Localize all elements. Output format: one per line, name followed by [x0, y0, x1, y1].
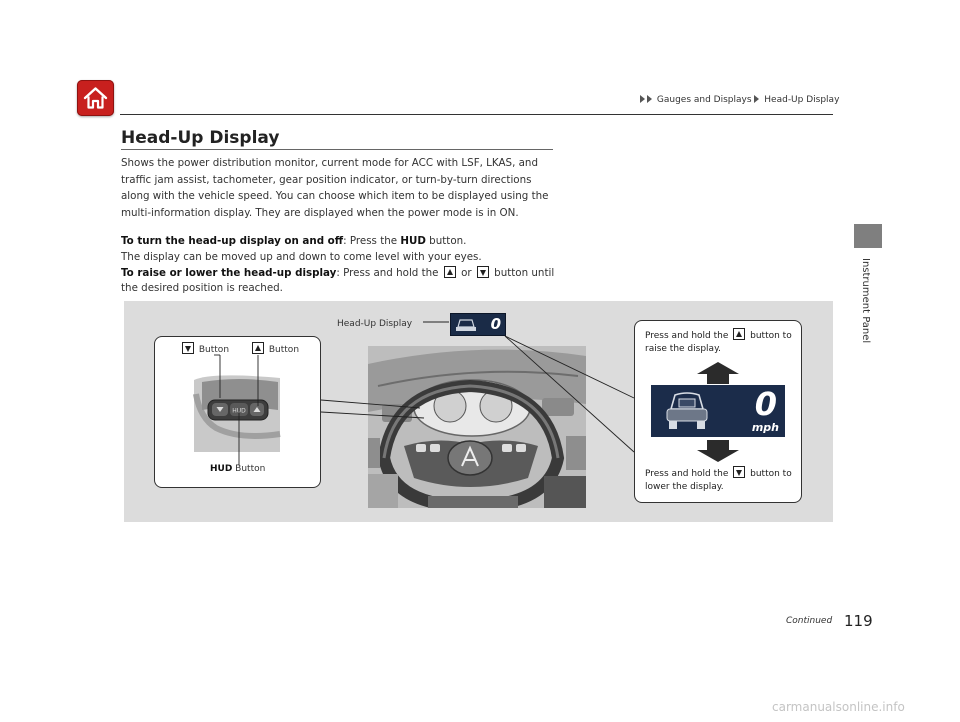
hud-speed-value: 0	[754, 385, 777, 423]
hud-button-bold: HUD	[210, 464, 233, 474]
down-button-text: Button	[198, 345, 230, 355]
breadcrumb-item-gauges[interactable]: Gauges and Displays	[656, 95, 752, 105]
page-title: Head-Up Display	[121, 128, 280, 148]
hud-button-label	[210, 464, 265, 474]
home-button[interactable]	[77, 80, 114, 116]
raise-instruction-end: button to raise the display.	[645, 331, 792, 354]
raise-instruction-text: Press and hold the	[645, 331, 732, 341]
up-arrow-key-icon	[733, 328, 745, 340]
section-tab[interactable]	[854, 224, 882, 248]
breadcrumb-arrow-icon	[647, 95, 652, 103]
lower-instruction	[645, 466, 800, 493]
down-arrow-key-icon	[477, 266, 489, 278]
move-line: The display can be moved up and down to come level with your eyes.	[121, 250, 482, 263]
watermark: carmanualsonline.info	[772, 700, 905, 714]
up-arrow-key-icon	[444, 266, 456, 278]
continued-label: Continued	[786, 616, 833, 626]
breadcrumb-item-hud[interactable]: Head-Up Display	[764, 95, 840, 105]
hud-switch-closeup	[192, 374, 282, 454]
raise-arrow-icon	[697, 362, 739, 384]
lower-instruction-end: button to lower the display.	[645, 469, 792, 492]
car-rear-icon	[661, 389, 713, 433]
onoff-hud-label: HUD	[400, 235, 426, 247]
raise-line	[121, 266, 566, 298]
lower-arrow-icon	[697, 440, 739, 462]
raise-text-end: button until the desired position is reached.	[121, 266, 555, 295]
hud-thumb-speed: 0	[490, 315, 501, 333]
onoff-text-end: button.	[425, 235, 467, 247]
hud-display-label: Head-Up Display	[337, 319, 413, 329]
section-tab-text: Instrument Panel	[860, 258, 871, 344]
breadcrumb	[640, 95, 839, 105]
up-button-text: Button	[268, 345, 300, 355]
breadcrumb-arrow-icon	[640, 95, 645, 103]
hud-button-text: Button	[232, 464, 266, 474]
breadcrumb-arrow-icon	[754, 95, 759, 103]
raise-text: : Press and hold the	[336, 266, 442, 279]
hud-key-text: HUD	[232, 407, 246, 415]
down-arrow-key-icon	[733, 466, 745, 478]
car-icon	[454, 317, 478, 333]
raise-heading: To raise or lower the head-up display	[121, 266, 337, 279]
raise-instruction	[645, 328, 800, 355]
header-rule	[120, 114, 833, 115]
down-button-label	[180, 342, 229, 355]
page-number: 119	[844, 612, 873, 630]
dashboard-illustration	[368, 346, 586, 508]
hud-speed-unit: mph	[751, 421, 779, 434]
section-tab-label	[860, 258, 872, 378]
up-arrow-key-icon	[252, 342, 264, 354]
title-rule	[121, 149, 553, 150]
onoff-text: : Press the	[343, 235, 401, 247]
instructions	[121, 234, 566, 297]
onoff-line	[121, 234, 566, 250]
hud-display-preview	[651, 385, 785, 437]
up-button-label	[250, 342, 299, 355]
raise-or: or	[457, 266, 475, 279]
down-arrow-key-icon	[182, 342, 194, 354]
onoff-heading: To turn the head-up display on and off	[121, 235, 344, 247]
intro-paragraph: Shows the power distribution monitor, current mode for ACC with LSF, LKAS, and traffic jam assist, tachometer, gear position indicator, or turn-by-turn directions along with the vehicle speed. You can choose which item to be displayed using the multi-information display. They are displayed when the power mode is in ON.	[121, 157, 549, 219]
hud-display-thumbnail	[450, 313, 506, 336]
lower-instruction-text: Press and hold the	[645, 469, 732, 479]
home-icon	[82, 85, 109, 111]
